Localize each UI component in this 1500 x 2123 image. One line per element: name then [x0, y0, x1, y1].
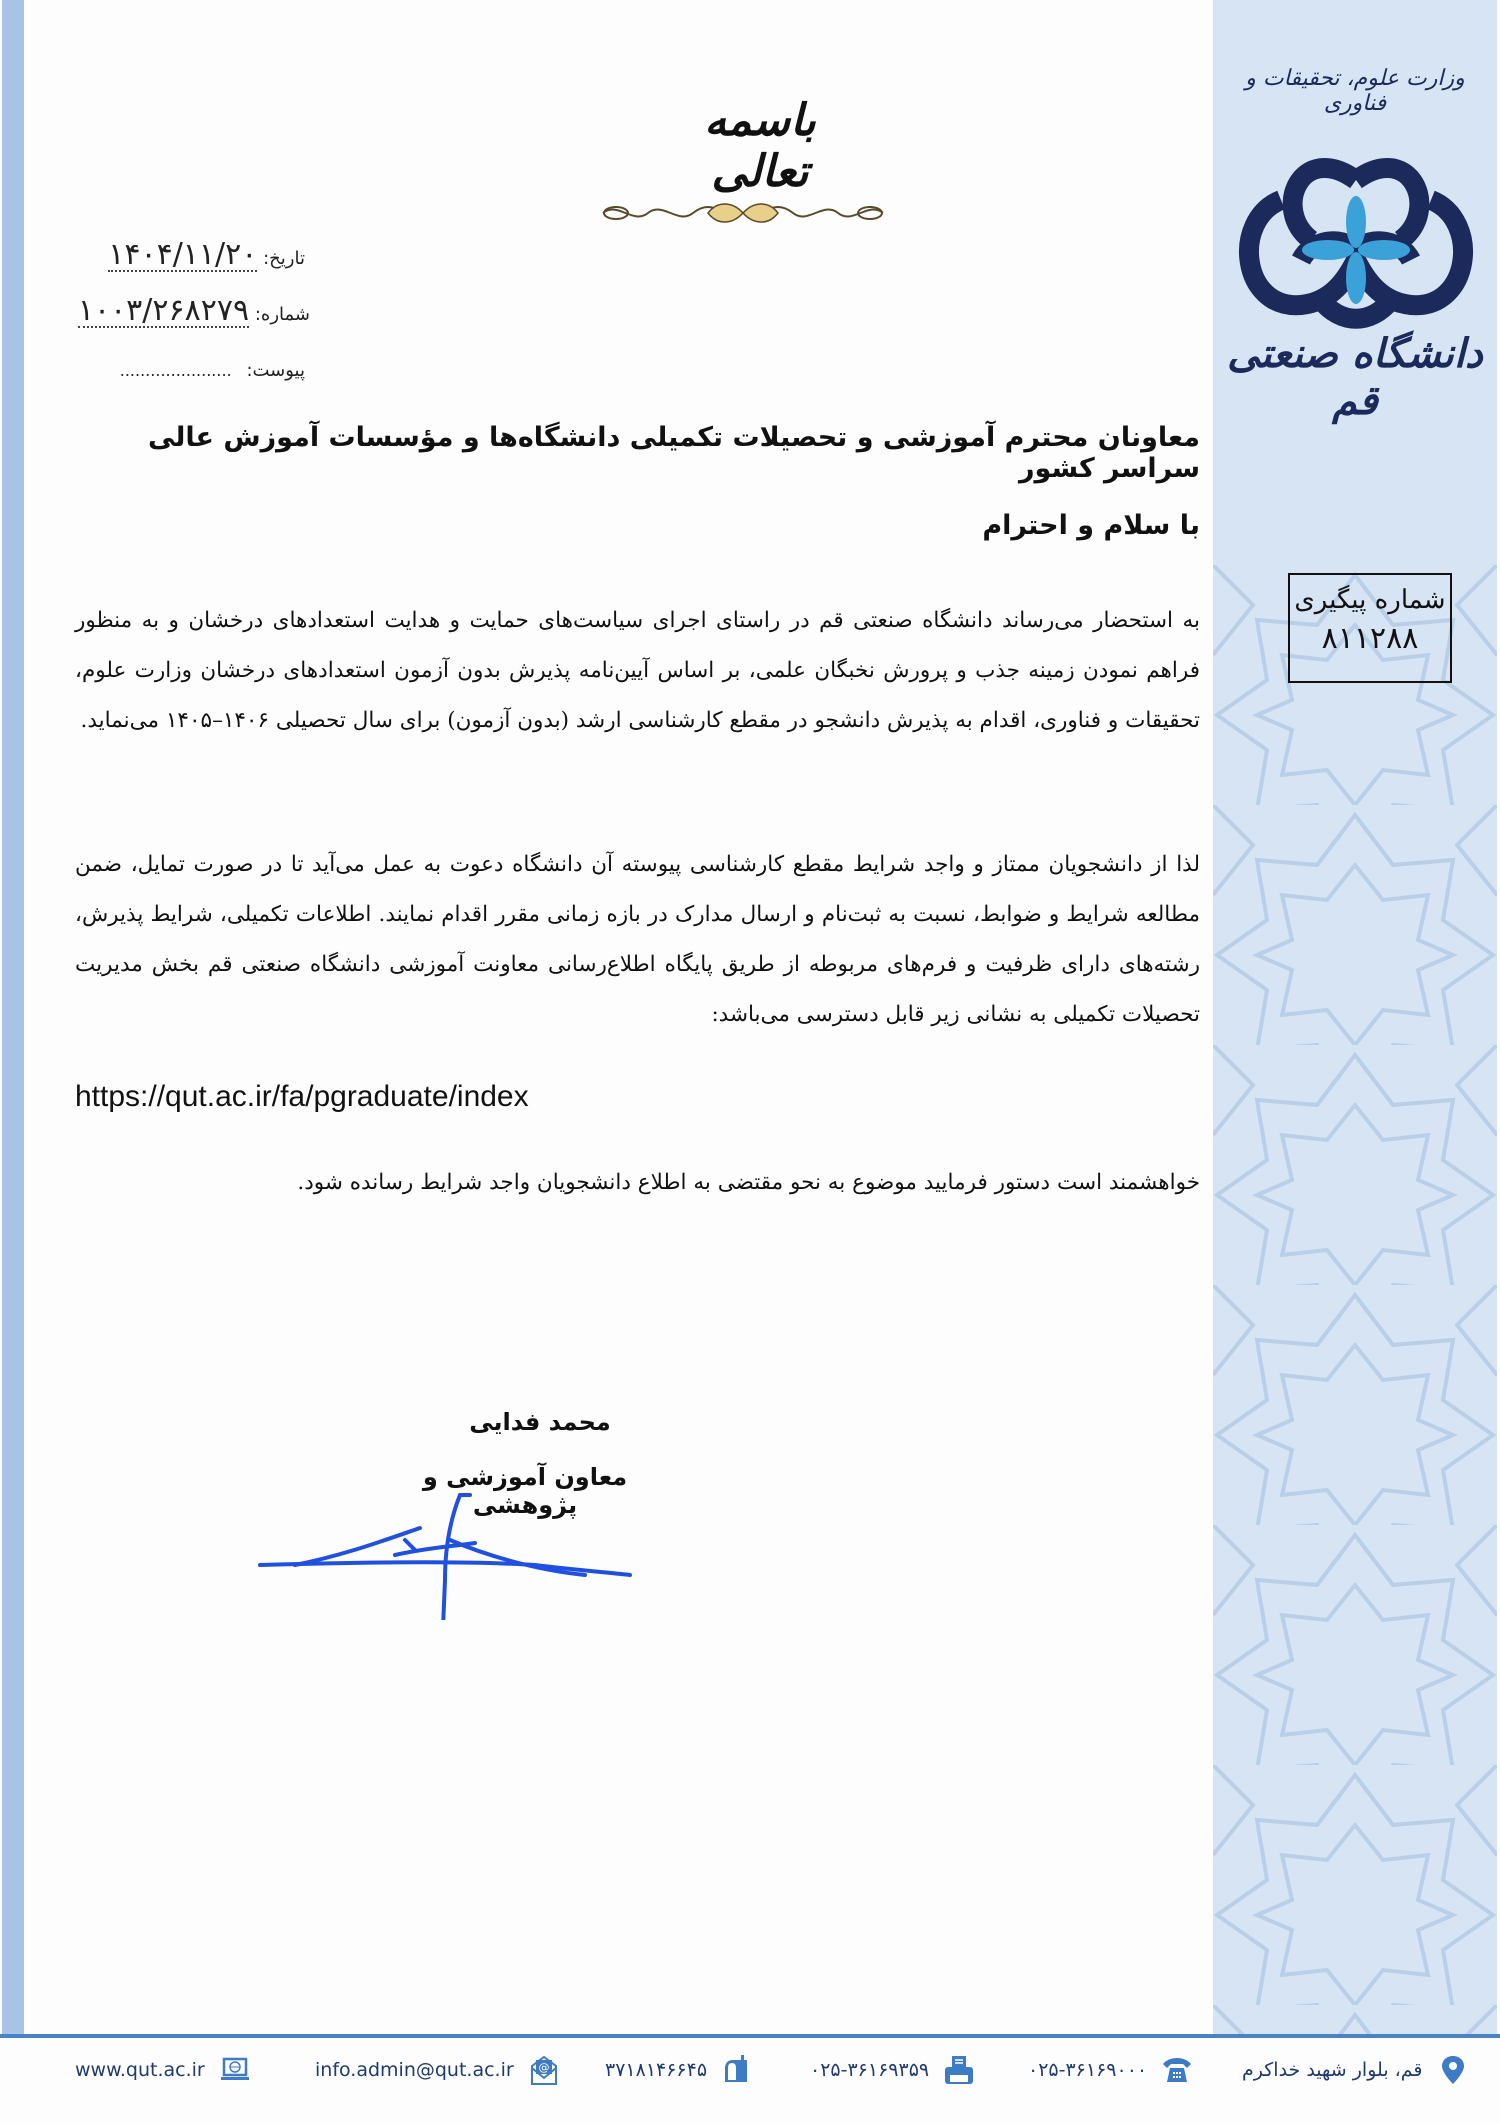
attachment-row — [55, 360, 305, 381]
tracking-number-box — [1288, 573, 1452, 683]
ministry-name: وزارت علوم، تحقیقات و فناوری — [1245, 66, 1465, 116]
number-label: شماره: — [254, 304, 310, 325]
footer-fax — [810, 2050, 975, 2090]
signer-title: معاون آموزشی و پژوهشی — [422, 1463, 628, 1519]
ornament-divider — [598, 196, 888, 230]
fax-text: ۰۲۵-۳۶۱۶۹۳۵۹ — [810, 2059, 930, 2081]
letter-closing: خواهشمند است دستور فرمایید موضوع به نحو مقتضی به اطلاع دانشجویان واجد شرایط رسانده شود. — [297, 1170, 1200, 1195]
letterhead-sidebar — [1213, 0, 1497, 2036]
number-value: ۱۰۰۳/۲۶۸۲۷۹ — [77, 293, 250, 328]
letter-paragraph-1: به استحضار می‌رساند دانشگاه صنعتی قم در راستای اجرای سیاست‌های حمایت و هدایت استعدادهای درخشان و به منظور فراهم نمودن زمینه جذب و پرورش نخبگان علمی، بر اساس آیین‌نامه پذیرش بدون آزمون استعدادهای درخشان وزارت علوم، تحقیقات و فناوری، اقدام به پذیرش دانشجو در مقطع کارشناسی ارشد (بدون آزمون) برای سال تحصیلی ۱۴۰۶–۱۴۰۵ می‌نماید. — [75, 608, 1200, 733]
po-box-text: ۳۷۱۸۱۴۶۶۴۵ — [605, 2059, 708, 2081]
basmala-calligraphy: باسمه تعالی — [704, 95, 816, 197]
laptop-globe-icon — [219, 2054, 251, 2086]
attachment-value: ...................... — [119, 361, 232, 380]
footer-address — [1242, 2050, 1469, 2090]
phone-text: ۰۲۵-۳۶۱۶۹۰۰۰ — [1028, 2059, 1148, 2081]
footer-po-box — [605, 2050, 753, 2090]
tracking-label: شماره پیگیری — [1294, 585, 1446, 615]
address-text: قم، بلوار شهید خداکرم — [1242, 2059, 1423, 2081]
location-pin-icon — [1437, 2054, 1469, 2086]
mailbox-icon — [721, 2054, 753, 2086]
letter-paragraph-2: لذا از دانشجویان ممتاز و واجد شرایط مقطع کارشناسی پیوسته آن دانشگاه دعوت به عمل می‌آید تا در صورت تمایل، ضمن مطالعه شرایط و ضوابط، نسبت به ثبت‌نام و ارسال مدارک در بازه زمانی مقرر اقدام نمایند. اطلاعات تکمیلی، شرایط پذیرش، رشته‌های دارای ظرفیت و فرم‌های مربوطه از طریق پایگاه اطلاع‌رسانی معاونت آموزشی دانشگاه صنعتی قم بخش مدیریت تحصیلات تکمیلی به نشانی زیر قابل دسترسی می‌باشد: — [75, 852, 1200, 1027]
letter-addressee: معاونان محترم آموزشی و تحصیلات تکمیلی دانشگاه‌ها و مؤسسات آموزش عالی سراسر کشور — [147, 422, 1200, 484]
date-value: ۱۴۰۴/۱۱/۲۰ — [108, 237, 258, 272]
tracking-number: ۸۱۱۲۸۸ — [1321, 621, 1419, 656]
signer-name: محمد فدایی — [469, 1408, 611, 1436]
email-text[interactable]: info.admin@qut.ac.ir — [315, 2059, 514, 2081]
envelope-at-icon — [528, 2054, 560, 2086]
attachment-label: پیوست: — [246, 360, 305, 381]
telephone-icon — [1161, 2054, 1193, 2086]
footer-phone — [1028, 2050, 1193, 2090]
date-row — [55, 237, 305, 272]
website-text[interactable]: www.qut.ac.ir — [75, 2059, 205, 2081]
contact-footer — [0, 2050, 1500, 2090]
footer-website — [75, 2050, 251, 2090]
pgraduate-link[interactable]: https://qut.ac.ir/fa/pgraduate/index — [75, 1080, 529, 1113]
fax-icon — [943, 2054, 975, 2086]
left-accent-stripe — [2, 0, 24, 2036]
number-row — [40, 293, 310, 328]
footer-email — [315, 2050, 560, 2090]
university-name-calligraphy: دانشگاه صنعتی قم — [1227, 330, 1483, 424]
svg-text:@: @ — [538, 2061, 550, 2074]
university-logo — [1231, 140, 1481, 340]
letter-salutation: با سلام و احترام — [982, 510, 1200, 541]
footer-divider — [0, 2034, 1500, 2038]
geometric-pattern — [1213, 565, 1497, 2036]
date-label: تاریخ: — [263, 248, 305, 269]
